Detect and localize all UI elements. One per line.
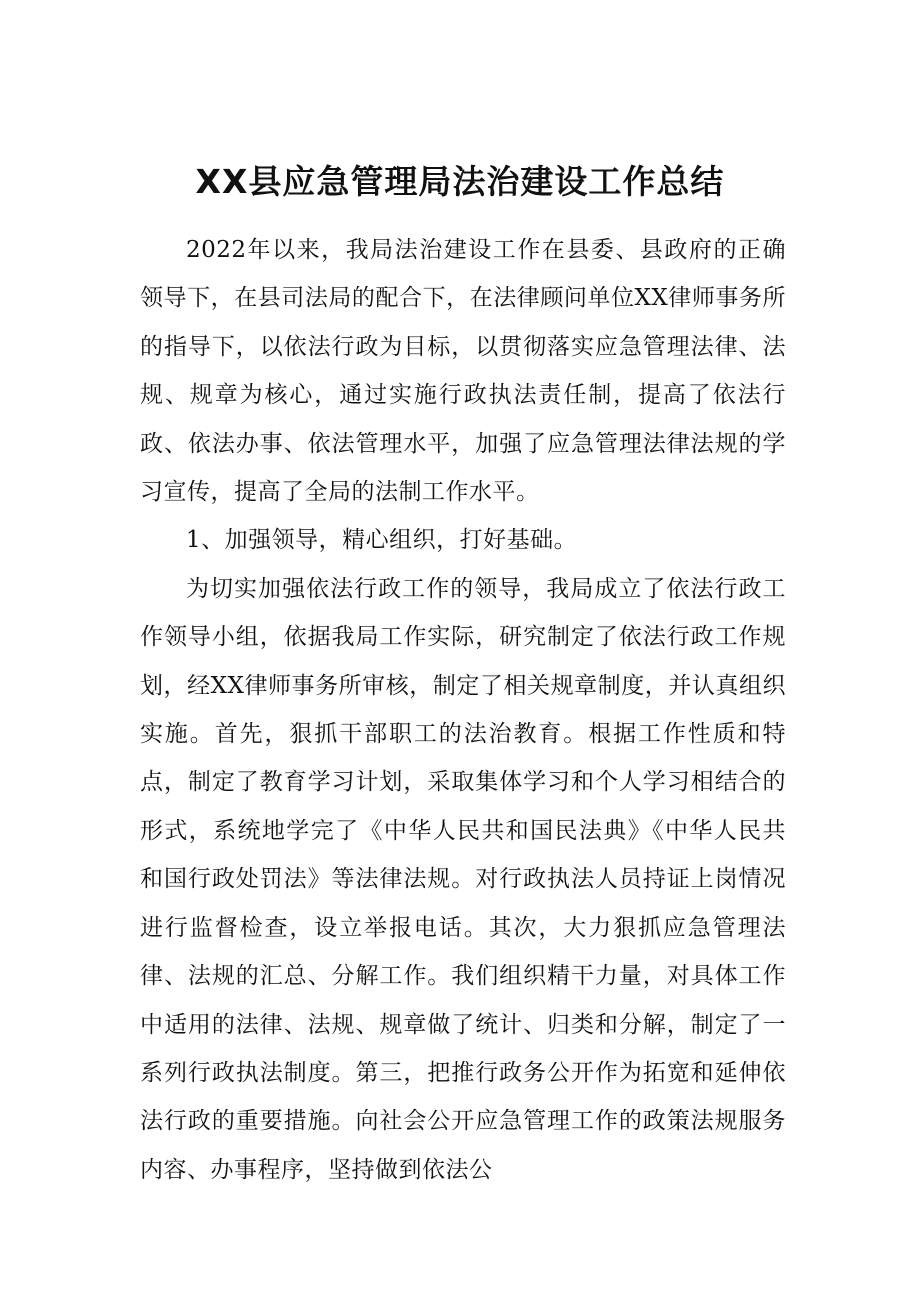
document-title: XX县应急管理局法治建设工作总结 bbox=[195, 162, 725, 202]
section-heading: 1、加强领导，精心组织，打好基础。 bbox=[186, 527, 578, 554]
paragraph-section-1: 为切实加强依法行政工作的领导，我局成立了依法行政工作领导小组，依据我局工作实际，研究制定了依法行政工作规划，经XX律师事务所审核，制定了相关规章制度，并认真组织实施。首先，狠抓干部职工的法治教育。根据工作性质和特点，制定了教育学习计划，采取集体学习和个人学习相结合的形式，系统地学完了《中华人民共和国民法典》《中华人民共和国行政处罚法》等法律法规。对行政执法人员持证上岗情况进行监督检查，设立举报电话。其次，大力狠抓应急管理法律、法规的汇总、分解工作。我们组织精干力量，对具体工作中适用的法律、法规、规章做了统计、归类和分解，制定了一系列行政执法制度。第三，把推行政务公开作为拓宽和延伸依法行政的重要措施。向社会公开应急管理工作的政策法规服务内容、办事程序，坚持做到依法公 bbox=[140, 575, 786, 1183]
document-body bbox=[140, 226, 786, 1194]
paragraph-intro: 2022年以来，我局法治建设工作在县委、县政府的正确领导下，在县司法局的配合下，在法律顾问单位XX律师事务所的指导下，以依法行政为目标，以贯彻落实应急管理法律、法规、规章为核心，通过实施行政执法责任制，提高了依法行政、依法办事、依法管理水平，加强了应急管理法律法规的学习宣传，提高了全局的法制工作水平。 bbox=[140, 237, 786, 506]
